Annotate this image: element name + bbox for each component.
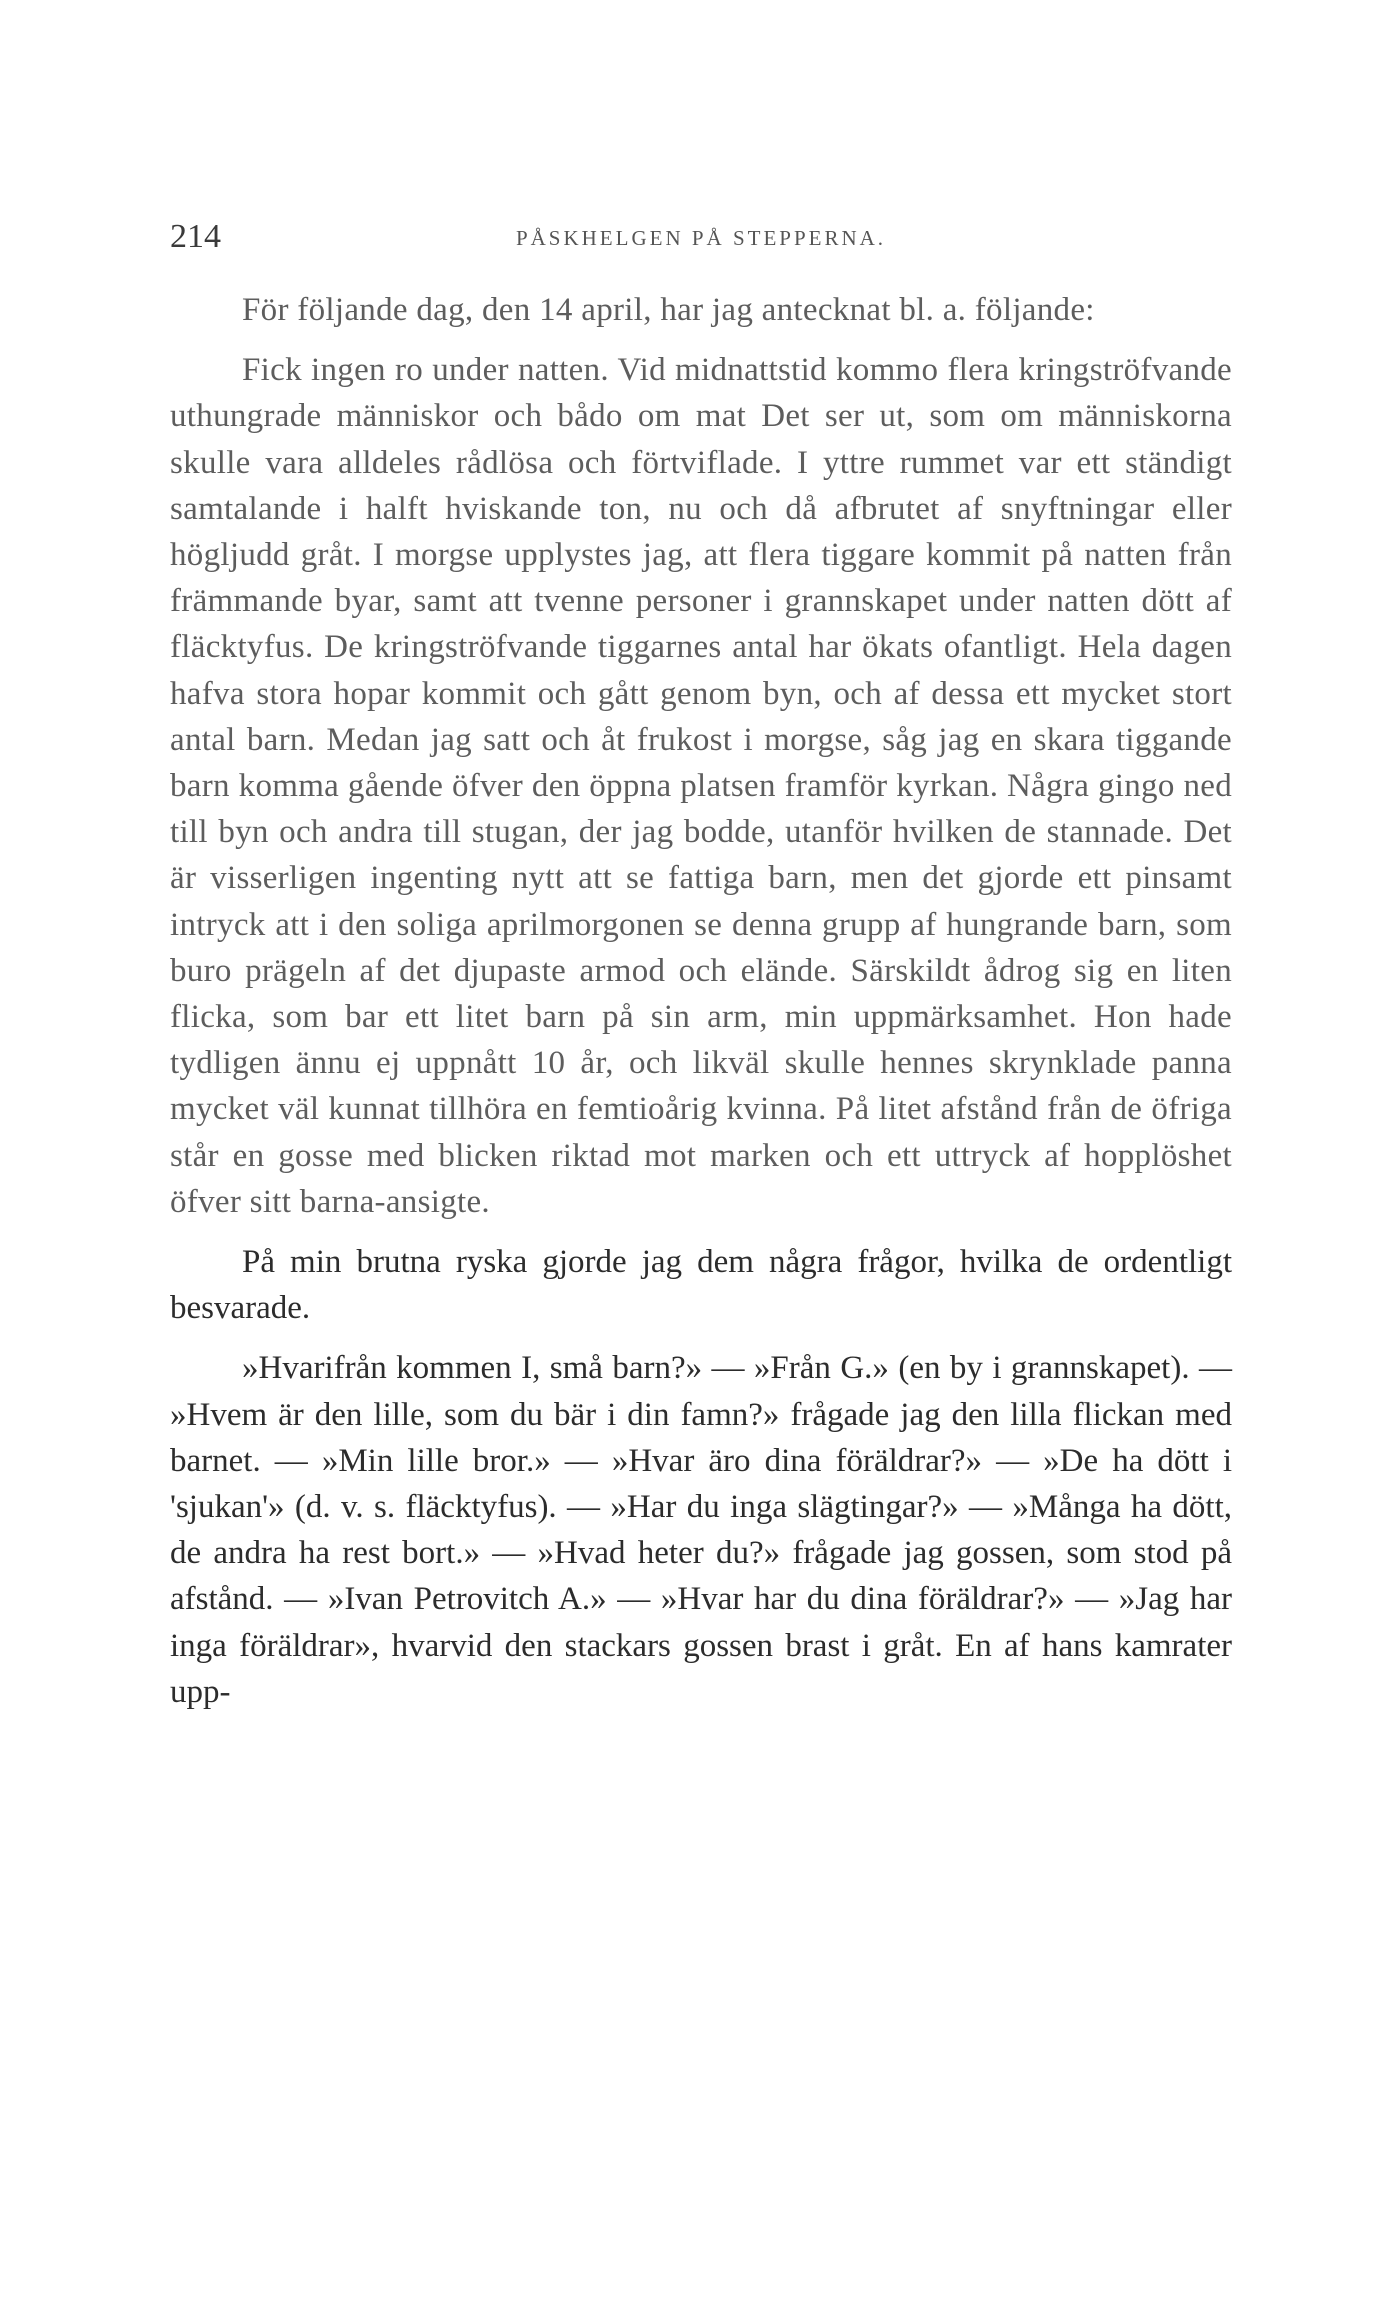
- dialogue-paragraph: »Hvarifrån kommen I, små barn?» — »Från G.» (en by i grannskapet). — »Hvem är den lille, som du bär i din famn?» frågade jag den lilla flickan med barnet. — »Min lille bror.» — »Hvar äro dina föräldrar?» — »De ha dött i 'sjukan'» (d. v. s. fläcktyfus). — »Har du inga slägtingar?» — »Många ha dött, de andra ha rest bort.» — »Hvad heter du?» frågade jag gossen, som stod på afstånd. — »Ivan Petrovitch A.» — »Hvar har du dina föräldrar?» — »Jag har inga föräldrar», hvarvid den stackars gossen brast i gråt. En af hans kamrater upp-: [170, 1350, 1232, 1710]
- body-text: [170, 287, 1232, 1715]
- intro-paragraph: För följande dag, den 14 april, har jag antecknat bl. a. följande:: [242, 292, 1095, 328]
- page-number: 214: [170, 218, 221, 255]
- questions-paragraph: På min brutna ryska gjorde jag dem några frågor, hvilka de ordentligt besvarade.: [170, 1244, 1232, 1327]
- page-header: [170, 218, 1232, 268]
- running-title: PÅSKHELGEN PÅ STEPPERNA.: [515, 226, 887, 250]
- diary-paragraph: Fick ingen ro under natten. Vid midnattstid kommo flera kringströfvande uthungrade människor och bådo om mat Det ser ut, som om människorna skulle vara alldeles rådlösa och förtviflade. I yttre rummet var ett ständigt samtalande i halft hviskande ton, nu och då afbrutet af snyftningar eller högljudd gråt. I morgse upplystes jag, att flera tiggare kommit på natten från främmande byar, samt att tvenne personer i grannskapet under natten dött af fläcktyfus. De kringströfvande tiggarnes antal har ökats ofantligt. Hela dagen hafva stora hopar kommit och gått genom byn, och af dessa ett mycket stort antal barn. Medan jag satt och åt frukost i morgse, såg jag en skara tiggande barn komma gående öfver den öppna platsen framför kyrkan. Några gingo ned till byn och andra till stugan, der jag bodde, utanför hvilken de stannade. Det är visserligen ingenting nytt att se fattiga barn, men det gjorde ett pinsamt intryck att i den soliga aprilmorgonen se denna grupp af hungrande barn, som buro prägeln af det djupaste armod och elände. Särskildt ådrog sig en liten flicka, som bar ett litet barn på sin arm, min uppmärksamhet. Hon hade tydligen ännu ej uppnått 10 år, och likväl skulle hennes skrynklade panna mycket väl kunnat tillhöra en femtioårig kvinna. På litet afstånd från de öfriga står en gosse med blicken riktad mot marken och ett uttryck af hopplöshet öfver sitt barna-ansigte.: [170, 352, 1232, 1220]
